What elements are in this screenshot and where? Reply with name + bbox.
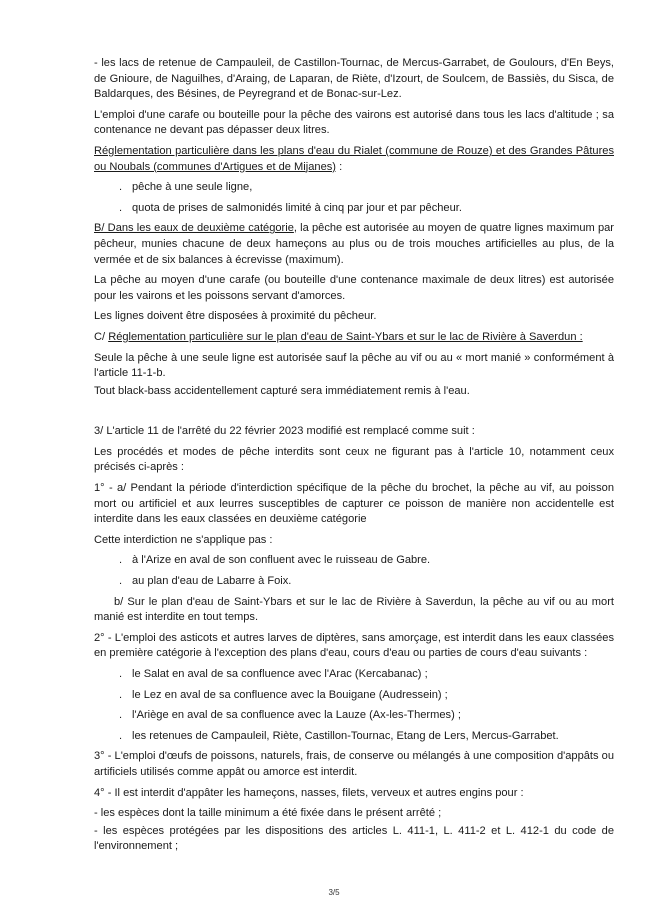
list-item-text: pêche à une seule ligne,	[132, 181, 253, 194]
second-category-paragraph	[94, 221, 614, 268]
list-item	[94, 574, 614, 590]
list-item-text: le Lez en aval de sa confluence avec la Bouigane (Audressein) ;	[132, 688, 448, 701]
saint-ybars-ban-paragraph	[94, 595, 614, 626]
exception-list	[94, 553, 614, 589]
bait-paragraph: 4° - Il est interdit d'appâter les hameçons, nasses, filets, verveux et autres engins pour :	[94, 786, 524, 799]
list-item	[94, 688, 614, 704]
saint-ybars-prefix: C/	[94, 330, 109, 343]
list-item-text: quota de prises de salmonidés limité à cinq par jour et par pêcheur.	[132, 201, 462, 214]
saint-ybars-heading	[94, 330, 614, 346]
list-item-text: l'Ariège en aval de sa confluence avec la Lauze (Ax-les-Thermes) ;	[132, 709, 461, 722]
list-item	[94, 553, 614, 569]
rialet-heading-tail: :	[335, 160, 343, 173]
carafe-second-paragraph: La pêche au moyen d'une carafe (ou bouteille d'une contenance maximale de deux litres) est autorisée pour les vairons et les poissons servant d'amorces.	[94, 274, 614, 302]
bullet-icon: .	[119, 688, 123, 701]
list-item	[94, 201, 614, 217]
saint-ybars-ban-text: b/ Sur le plan d'eau de Saint-Ybars et sur le lac de Rivière à Saverdun, la pêche au vif ou au mort manié est interdite en tout temps.	[94, 595, 614, 624]
list-item	[94, 708, 614, 724]
page-number: 3/5	[328, 888, 340, 897]
single-line-paragraph: Seule la pêche à une seule ligne est autorisée sauf la pêche au vif ou au « mort manié » conformément à l'article 11-1-b.	[94, 351, 614, 380]
article-11-paragraph: 3/ L'article 11 de l'arrêté du 22 février 2023 modifié est remplacé comme suit :	[94, 425, 475, 438]
maggots-exceptions-list	[94, 667, 614, 744]
minimum-size-paragraph: - les espèces dont la taille minimum a été fixée dans le présent arrêté ;	[94, 807, 442, 820]
bullet-icon: .	[119, 729, 123, 742]
list-item	[94, 729, 614, 745]
second-category-heading: B/ Dans les eaux de deuxième catégorie	[94, 222, 294, 235]
pike-paragraph: 1° - a/ Pendant la période d'interdiction spécifique de la pêche du brochet, la pêche au vif, au poisson mort ou artificiel et aux leurres susceptibles de capturer ce poisson de manière non accidentelle est interdite dans les eaux classées en deuxième catégorie	[94, 482, 614, 526]
list-item-text: le Salat en aval de sa confluence avec l'Arac (Kercabanac) ;	[132, 668, 428, 680]
fish-eggs-paragraph: 3° - L'emploi d'œufs de poissons, naturels, frais, de conserve ou mélangés à une composition d'appâts ou artificiels utilisés comme appât ou amorce est interdit.	[94, 750, 614, 778]
maggots-paragraph: 2° - L'emploi des asticots et autres larves de diptères, sans amorçage, est interdit dans les eaux classées en première catégorie à l'exception des plans d'eau, cours d'eau ou parties de cours d'eau suivants :	[94, 631, 614, 660]
black-bass-paragraph: Tout black-bass accidentellement capturé sera immédiatement remis à l'eau.	[94, 384, 470, 397]
list-item-text: à l'Arize en aval de son confluent avec le ruisseau de Gabre.	[132, 554, 431, 567]
list-item	[94, 667, 614, 683]
document-body	[94, 56, 614, 860]
list-item	[94, 180, 614, 196]
lines-paragraph: Les lignes doivent être disposées à proximité du pêcheur.	[94, 310, 377, 323]
list-item-text: au plan d'eau de Labarre à Foix.	[132, 575, 292, 588]
bullet-icon: .	[119, 181, 123, 194]
saint-ybars-underlined: Réglementation particulière sur le plan d'eau de Saint-Ybars et sur le lac de Rivière à Saverdun :	[108, 330, 583, 343]
rialet-heading	[94, 144, 614, 175]
forbidden-methods-paragraph: Les procédés et modes de pêche interdits sont ceux ne figurant pas à l'article 10, notamment ceux précisés ci-après :	[94, 445, 614, 474]
lakes-paragraph: - les lacs de retenue de Campauleil, de Castillon-Tournac, de Mercus-Garrabet, de Goulours, d'En Beys, de Gnioure, de Naguilhes, d'Araing, de Laparan, de Riète, d'Izourt, de Soulcem, de Bassiès, du Sisca, de Baldarques, des Bésines, de Peyregrand et de Bonac-sur-Lez.	[94, 57, 614, 101]
carafe-paragraph: L'emploi d'une carafe ou bouteille pour la pêche des vairons est autorisé dans tous les lacs d'altitude ; sa contenance ne devant pas dépasser deux litres.	[94, 108, 614, 137]
protected-species-paragraph: - les espèces protégées par les dispositions des articles L. 411-1, L. 411-2 et L. 412-1 du code de l'environnement ;	[94, 824, 614, 853]
bullet-icon: .	[119, 575, 123, 588]
rialet-heading-underlined: Réglementation particulière dans les plans d'eau du Rialet (commune de Rouze) et des Grandes Pâtures ou Noubals (communes d'Artigues et de Mijanes)	[94, 144, 614, 173]
spacer	[94, 404, 614, 424]
bullet-icon: .	[119, 554, 123, 567]
bullet-icon: .	[119, 709, 123, 722]
bullet-icon: .	[119, 668, 123, 680]
bullet-icon: .	[119, 201, 123, 214]
list-item-text: les retenues de Campauleil, Riète, Castillon-Tournac, Etang de Lers, Mercus-Garrabet.	[132, 729, 559, 742]
exception-paragraph: Cette interdiction ne s'applique pas :	[94, 533, 273, 546]
rialet-list	[94, 180, 614, 216]
second-category-text: , la pêche est autorisée au moyen de quatre lignes maximum par pêcheur, munies chacune de deux hameçons au plus ou de trois mouches artificielles au plus, de la vermée et de six balances à écrevisse (maximum).	[94, 222, 614, 266]
